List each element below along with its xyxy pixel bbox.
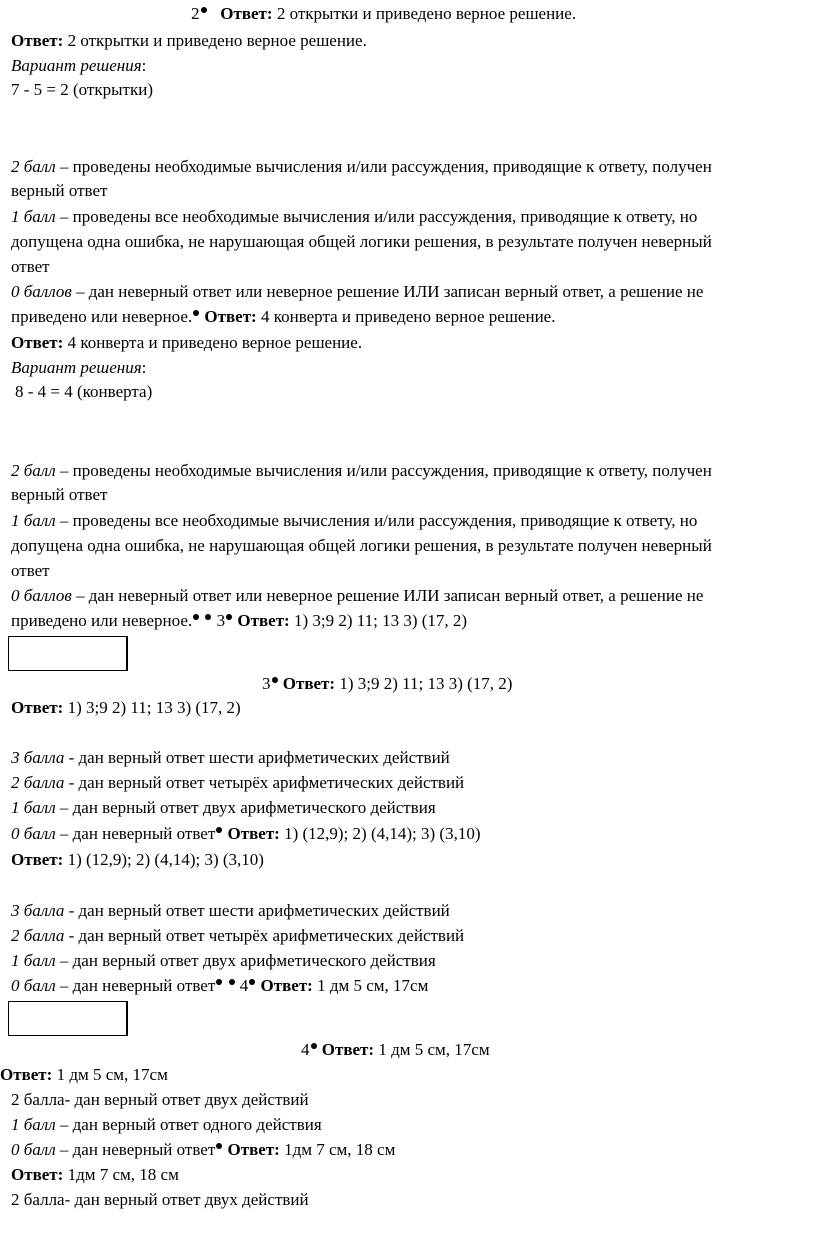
answer-line <box>11 850 264 870</box>
criteria-0 <box>11 824 480 844</box>
criteria-text: – проведены необходимые вычисления и/или рассуждения, приводящие к ответу, получен <box>55 157 712 176</box>
score-label: 1 балл <box>11 511 56 530</box>
score-label: 1 балл <box>11 1115 56 1134</box>
bullet-icon <box>216 979 222 985</box>
criteria-2 <box>11 926 464 946</box>
answer-line <box>11 1165 179 1185</box>
criteria-0 <box>11 586 703 606</box>
criteria-2-cont: верный ответ <box>11 485 108 504</box>
answer-line <box>11 31 367 51</box>
answer-label: Ответ: <box>227 824 280 843</box>
answer-text: 2 открытки и приведено верное решение. <box>67 31 367 50</box>
variant-label: Вариант решения <box>11 56 142 75</box>
colon: : <box>141 56 147 75</box>
answer-label: Ответ: <box>11 1165 64 1184</box>
answer-label: Ответ: <box>11 850 64 869</box>
answer-text: 1) (12,9); 2) (4,14); 3) (3,10) <box>67 850 264 869</box>
criteria-text: – дан неверный ответ или неверное решение ИЛИ записан верный ответ, а решение не <box>71 282 704 301</box>
criteria-0 <box>11 282 703 302</box>
score-label: 0 балл <box>11 1140 56 1159</box>
score-label: 3 балла <box>11 748 65 767</box>
score-label: 0 баллов <box>11 586 72 605</box>
answer-text: 1дм 7 см, 18 см <box>284 1140 396 1159</box>
bullet-icon <box>311 1043 317 1049</box>
criteria-text: – проведены необходимые вычисления и/или рассуждения, приводящие к ответу, получен <box>55 461 712 480</box>
score-label: 0 балл <box>11 976 56 995</box>
score-label: 3 балла <box>11 901 65 920</box>
answer-line <box>11 333 362 353</box>
criteria-text: - дан верный ответ шести арифметических действий <box>64 901 450 920</box>
bullet-icon <box>229 979 235 985</box>
criteria-text: – дан неверный ответ <box>55 976 216 995</box>
answer-text: 2 открытки и приведено верное решение. <box>276 4 577 23</box>
criteria-3 <box>11 901 450 921</box>
solution-line: 7 - 5 = 2 (открытки) <box>11 80 153 99</box>
answer-text: 1 дм 5 см, 17см <box>317 976 429 995</box>
answer-text: 1 дм 5 см, 17см <box>378 1040 490 1059</box>
criteria-text: – проведены все необходимые вычисления и/или рассуждения, приводящие к ответу, но <box>55 511 698 530</box>
criteria-2 <box>11 157 712 177</box>
bullet-icon <box>193 614 199 620</box>
answer-label: Ответ: <box>204 307 257 326</box>
variant-line <box>11 358 146 378</box>
bullet-icon <box>205 614 211 620</box>
criteria-1 <box>11 798 436 818</box>
criteria-text: - дан верный ответ четырёх арифметических действий <box>64 926 465 945</box>
task-number: 2 <box>191 4 200 23</box>
task-4-heading <box>301 1040 490 1060</box>
colon: : <box>141 358 147 377</box>
answer-text: 1дм 7 см, 18 см <box>67 1165 179 1184</box>
task-1-heading <box>191 4 576 24</box>
criteria-0 <box>11 976 428 996</box>
answer-text: 1 дм 5 см, 17см <box>56 1065 168 1084</box>
score-label: 1 балл <box>11 951 56 970</box>
task-number: 3 <box>262 674 271 693</box>
criteria-1-cont2: ответ <box>11 257 50 276</box>
score-label: 2 балл <box>11 461 56 480</box>
task-number: 4 <box>239 976 249 995</box>
task-number: 3 <box>216 611 226 630</box>
criteria-text: – дан верный ответ двух арифметического действия <box>55 951 436 970</box>
criteria-1 <box>11 207 697 227</box>
score-label: 1 балл <box>11 798 56 817</box>
criteria-text: - дан верный ответ четырёх арифметических действий <box>64 773 465 792</box>
answer-label: Ответ: <box>227 1140 280 1159</box>
criteria-text: приведено или неверное. <box>11 307 193 326</box>
criteria-1-cont: допущена одна ошибка, не нарушающая общей логики решения, в результате получен неверный <box>11 232 712 251</box>
criteria-text: – проведены все необходимые вычисления и/или рассуждения, приводящие к ответу, но <box>55 207 698 226</box>
answer-text: 4 конверта и приведено верное решение. <box>260 307 556 326</box>
answer-label: Ответ: <box>11 31 64 50</box>
criteria-text: – дан верный ответ двух арифметического действия <box>55 798 436 817</box>
score-label: 0 балл <box>11 824 56 843</box>
answer-label: Ответ: <box>11 698 64 717</box>
criteria-0-cont <box>11 307 555 327</box>
criteria-0 <box>11 1140 395 1160</box>
criteria-1 <box>11 951 436 971</box>
answer-label: Ответ: <box>237 611 290 630</box>
criteria-text: – дан неверный ответ <box>55 1140 216 1159</box>
variant-label: Вариант решения <box>11 358 142 377</box>
answer-label: Ответ: <box>220 4 273 23</box>
score-label: 2 балла <box>11 926 65 945</box>
answer-label: Ответ: <box>321 1040 375 1059</box>
task-3-heading <box>262 674 512 694</box>
criteria-3 <box>11 748 450 768</box>
criteria-2: 2 балла- дан верный ответ двух действий <box>11 1190 309 1209</box>
score-label: 0 баллов <box>11 282 72 301</box>
bullet-icon <box>193 310 199 316</box>
bullet-icon <box>272 677 278 683</box>
answer-text: 4 конверта и приведено верное решение. <box>63 333 363 352</box>
criteria-2: 2 балла- дан верный ответ двух действий <box>11 1090 309 1109</box>
criteria-text: – дан верный ответ одного действия <box>55 1115 322 1134</box>
criteria-text: - дан верный ответ шести арифметических действий <box>64 748 450 767</box>
answer-text: 1) 3;9 2) 11; 13 3) (17, 2) <box>339 674 513 693</box>
empty-box <box>8 1001 128 1036</box>
bullet-icon <box>201 7 207 13</box>
answer-label: Ответ: <box>11 333 64 352</box>
criteria-1 <box>11 511 697 531</box>
bullet-icon <box>216 1143 222 1149</box>
answer-line <box>0 1065 168 1085</box>
answer-text: 1) 3;9 2) 11; 13 3) (17, 2) <box>293 611 468 630</box>
score-label: 2 балл <box>11 157 56 176</box>
bullet-icon <box>249 979 255 985</box>
criteria-text: – дан неверный ответ или неверное решение ИЛИ записан верный ответ, а решение не <box>71 586 704 605</box>
criteria-text: приведено или неверное. <box>11 611 193 630</box>
answer-text: 1) 3;9 2) 11; 13 3) (17, 2) <box>67 698 241 717</box>
score-label: 2 балла <box>11 773 65 792</box>
criteria-text: – дан неверный ответ <box>55 824 216 843</box>
bullet-icon <box>216 827 222 833</box>
criteria-1-cont2: ответ <box>11 561 50 580</box>
solution-line: 8 - 4 = 4 (конверта) <box>15 382 153 401</box>
criteria-1-cont: допущена одна ошибка, не нарушающая общей логики решения, в результате получен неверный <box>11 536 712 555</box>
empty-box <box>8 636 128 671</box>
bullet-icon <box>226 614 232 620</box>
criteria-2-cont: верный ответ <box>11 181 108 200</box>
variant-line <box>11 56 146 76</box>
criteria-0-cont <box>11 611 467 631</box>
answer-label: Ответ: <box>260 976 313 995</box>
answer-text: 1) (12,9); 2) (4,14); 3) (3,10) <box>284 824 481 843</box>
score-label: 1 балл <box>11 207 56 226</box>
answer-line <box>11 698 241 718</box>
criteria-2 <box>11 773 464 793</box>
criteria-1 <box>11 1115 322 1135</box>
answer-label: Ответ: <box>282 674 336 693</box>
criteria-2 <box>11 461 712 481</box>
answer-label: Ответ: <box>0 1065 53 1084</box>
task-number: 4 <box>301 1040 310 1059</box>
